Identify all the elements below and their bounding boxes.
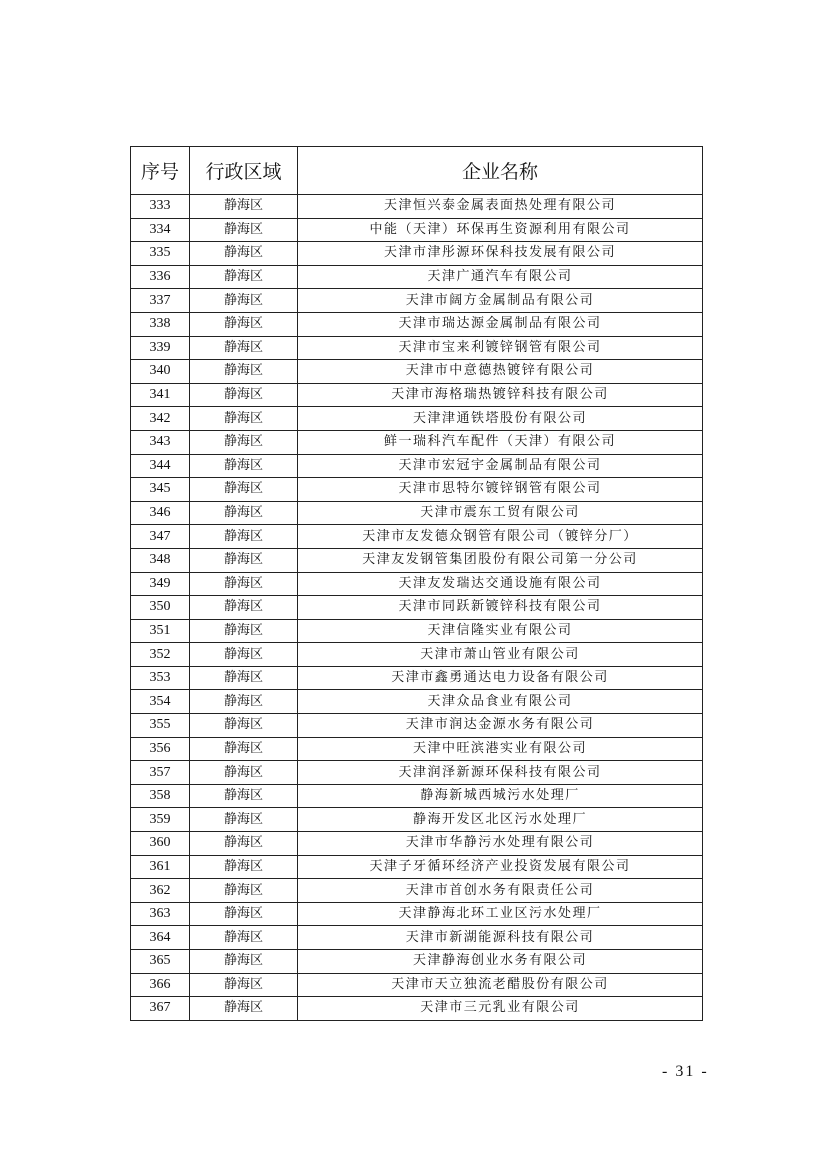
table-row bbox=[131, 761, 703, 785]
cell-company-name: 静海开发区北区污水处理厂 bbox=[298, 808, 703, 832]
cell-district: 静海区 bbox=[190, 855, 298, 879]
table-row bbox=[131, 265, 703, 289]
cell-district: 静海区 bbox=[190, 312, 298, 336]
cell-serial-number: 334 bbox=[131, 218, 190, 242]
cell-serial-number: 344 bbox=[131, 454, 190, 478]
table-row bbox=[131, 336, 703, 360]
table-row bbox=[131, 855, 703, 879]
cell-district: 静海区 bbox=[190, 643, 298, 667]
table-row bbox=[131, 997, 703, 1021]
cell-serial-number: 350 bbox=[131, 596, 190, 620]
cell-company-name: 天津市津彤源环保科技发展有限公司 bbox=[298, 242, 703, 266]
cell-serial-number: 358 bbox=[131, 784, 190, 808]
table-row bbox=[131, 832, 703, 856]
cell-company-name: 天津信隆实业有限公司 bbox=[298, 619, 703, 643]
cell-company-name: 天津市天立独流老醋股份有限公司 bbox=[298, 973, 703, 997]
cell-district: 静海区 bbox=[190, 289, 298, 313]
cell-district: 静海区 bbox=[190, 501, 298, 525]
table-row bbox=[131, 548, 703, 572]
cell-serial-number: 356 bbox=[131, 737, 190, 761]
cell-company-name: 天津市宏冠宇金属制品有限公司 bbox=[298, 454, 703, 478]
cell-company-name: 静海新城西城污水处理厂 bbox=[298, 784, 703, 808]
cell-company-name: 天津市华静污水处理有限公司 bbox=[298, 832, 703, 856]
cell-company-name: 天津市宝来利镀锌钢管有限公司 bbox=[298, 336, 703, 360]
cell-company-name: 天津市润达金源水务有限公司 bbox=[298, 714, 703, 738]
header-district: 行政区域 bbox=[190, 147, 298, 195]
table-row bbox=[131, 478, 703, 502]
cell-serial-number: 345 bbox=[131, 478, 190, 502]
table-row bbox=[131, 690, 703, 714]
cell-company-name: 天津市同跃新镀锌科技有限公司 bbox=[298, 596, 703, 620]
table-row bbox=[131, 501, 703, 525]
header-row bbox=[131, 147, 703, 195]
cell-serial-number: 340 bbox=[131, 360, 190, 384]
cell-district: 静海区 bbox=[190, 336, 298, 360]
cell-serial-number: 361 bbox=[131, 855, 190, 879]
cell-serial-number: 365 bbox=[131, 950, 190, 974]
cell-company-name: 鲜一瑞科汽车配件（天津）有限公司 bbox=[298, 430, 703, 454]
cell-serial-number: 352 bbox=[131, 643, 190, 667]
table-body bbox=[131, 195, 703, 1021]
cell-serial-number: 349 bbox=[131, 572, 190, 596]
cell-company-name: 天津市中意德热镀锌有限公司 bbox=[298, 360, 703, 384]
cell-district: 静海区 bbox=[190, 454, 298, 478]
cell-district: 静海区 bbox=[190, 926, 298, 950]
table-row bbox=[131, 926, 703, 950]
cell-company-name: 天津静海创业水务有限公司 bbox=[298, 950, 703, 974]
table-row bbox=[131, 879, 703, 903]
cell-company-name: 天津市首创水务有限责任公司 bbox=[298, 879, 703, 903]
cell-district: 静海区 bbox=[190, 902, 298, 926]
table-row bbox=[131, 242, 703, 266]
cell-serial-number: 348 bbox=[131, 548, 190, 572]
cell-district: 静海区 bbox=[190, 218, 298, 242]
table-row bbox=[131, 784, 703, 808]
cell-district: 静海区 bbox=[190, 407, 298, 431]
cell-serial-number: 333 bbox=[131, 195, 190, 219]
cell-district: 静海区 bbox=[190, 572, 298, 596]
cell-company-name: 天津市友发德众钢管有限公司（镀锌分厂） bbox=[298, 525, 703, 549]
cell-district: 静海区 bbox=[190, 808, 298, 832]
cell-company-name: 天津市鑫勇通达电力设备有限公司 bbox=[298, 666, 703, 690]
table-header bbox=[131, 147, 703, 195]
cell-company-name: 天津市瑞达源金属制品有限公司 bbox=[298, 312, 703, 336]
cell-company-name: 天津市海格瑞热镀锌科技有限公司 bbox=[298, 383, 703, 407]
enterprise-table bbox=[130, 146, 703, 1021]
cell-district: 静海区 bbox=[190, 525, 298, 549]
cell-district: 静海区 bbox=[190, 195, 298, 219]
cell-serial-number: 355 bbox=[131, 714, 190, 738]
cell-company-name: 天津市新湖能源科技有限公司 bbox=[298, 926, 703, 950]
table-row bbox=[131, 407, 703, 431]
cell-district: 静海区 bbox=[190, 714, 298, 738]
cell-serial-number: 347 bbox=[131, 525, 190, 549]
table-row bbox=[131, 619, 703, 643]
cell-serial-number: 346 bbox=[131, 501, 190, 525]
cell-district: 静海区 bbox=[190, 761, 298, 785]
table-row bbox=[131, 737, 703, 761]
cell-district: 静海区 bbox=[190, 832, 298, 856]
cell-serial-number: 335 bbox=[131, 242, 190, 266]
cell-serial-number: 342 bbox=[131, 407, 190, 431]
cell-company-name: 天津润泽新源环保科技有限公司 bbox=[298, 761, 703, 785]
table-row bbox=[131, 572, 703, 596]
table-row bbox=[131, 525, 703, 549]
cell-serial-number: 364 bbox=[131, 926, 190, 950]
cell-serial-number: 366 bbox=[131, 973, 190, 997]
cell-district: 静海区 bbox=[190, 879, 298, 903]
cell-serial-number: 357 bbox=[131, 761, 190, 785]
cell-district: 静海区 bbox=[190, 690, 298, 714]
cell-district: 静海区 bbox=[190, 383, 298, 407]
cell-company-name: 天津广通汽车有限公司 bbox=[298, 265, 703, 289]
cell-serial-number: 359 bbox=[131, 808, 190, 832]
cell-serial-number: 339 bbox=[131, 336, 190, 360]
cell-serial-number: 353 bbox=[131, 666, 190, 690]
table-row bbox=[131, 950, 703, 974]
table-row bbox=[131, 312, 703, 336]
cell-serial-number: 337 bbox=[131, 289, 190, 313]
cell-company-name: 天津市萧山管业有限公司 bbox=[298, 643, 703, 667]
cell-district: 静海区 bbox=[190, 478, 298, 502]
page-number: - 31 - bbox=[662, 1063, 709, 1080]
cell-district: 静海区 bbox=[190, 596, 298, 620]
cell-serial-number: 338 bbox=[131, 312, 190, 336]
cell-company-name: 天津静海北环工业区污水处理厂 bbox=[298, 902, 703, 926]
cell-district: 静海区 bbox=[190, 737, 298, 761]
cell-serial-number: 360 bbox=[131, 832, 190, 856]
table-row bbox=[131, 714, 703, 738]
cell-serial-number: 363 bbox=[131, 902, 190, 926]
cell-district: 静海区 bbox=[190, 619, 298, 643]
cell-company-name: 天津众品食业有限公司 bbox=[298, 690, 703, 714]
table-row bbox=[131, 808, 703, 832]
cell-company-name: 天津市震东工贸有限公司 bbox=[298, 501, 703, 525]
table-row bbox=[131, 383, 703, 407]
header-serial-number: 序号 bbox=[131, 147, 190, 195]
table-row bbox=[131, 973, 703, 997]
table-row bbox=[131, 360, 703, 384]
cell-company-name: 天津友发瑞达交通设施有限公司 bbox=[298, 572, 703, 596]
cell-serial-number: 341 bbox=[131, 383, 190, 407]
cell-district: 静海区 bbox=[190, 666, 298, 690]
cell-district: 静海区 bbox=[190, 242, 298, 266]
table-row bbox=[131, 289, 703, 313]
cell-company-name: 天津中旺滨港实业有限公司 bbox=[298, 737, 703, 761]
cell-company-name: 天津津通铁塔股份有限公司 bbox=[298, 407, 703, 431]
table-row bbox=[131, 666, 703, 690]
cell-serial-number: 336 bbox=[131, 265, 190, 289]
table-row bbox=[131, 454, 703, 478]
header-company-name: 企业名称 bbox=[298, 147, 703, 195]
table-row bbox=[131, 195, 703, 219]
cell-serial-number: 354 bbox=[131, 690, 190, 714]
table-row bbox=[131, 596, 703, 620]
cell-district: 静海区 bbox=[190, 973, 298, 997]
table-row bbox=[131, 902, 703, 926]
cell-district: 静海区 bbox=[190, 430, 298, 454]
cell-serial-number: 362 bbox=[131, 879, 190, 903]
cell-district: 静海区 bbox=[190, 548, 298, 572]
cell-company-name: 天津市思特尔镀锌钢管有限公司 bbox=[298, 478, 703, 502]
cell-district: 静海区 bbox=[190, 784, 298, 808]
cell-serial-number: 351 bbox=[131, 619, 190, 643]
table-row bbox=[131, 430, 703, 454]
cell-company-name: 天津市阔方金属制品有限公司 bbox=[298, 289, 703, 313]
cell-serial-number: 367 bbox=[131, 997, 190, 1021]
cell-company-name: 天津市三元乳业有限公司 bbox=[298, 997, 703, 1021]
cell-district: 静海区 bbox=[190, 950, 298, 974]
cell-district: 静海区 bbox=[190, 265, 298, 289]
table-row bbox=[131, 218, 703, 242]
cell-company-name: 中能（天津）环保再生资源利用有限公司 bbox=[298, 218, 703, 242]
cell-district: 静海区 bbox=[190, 997, 298, 1021]
cell-district: 静海区 bbox=[190, 360, 298, 384]
table-row bbox=[131, 643, 703, 667]
cell-company-name: 天津恒兴泰金属表面热处理有限公司 bbox=[298, 195, 703, 219]
cell-company-name: 天津友发钢管集团股份有限公司第一分公司 bbox=[298, 548, 703, 572]
cell-company-name: 天津子牙循环经济产业投资发展有限公司 bbox=[298, 855, 703, 879]
cell-serial-number: 343 bbox=[131, 430, 190, 454]
